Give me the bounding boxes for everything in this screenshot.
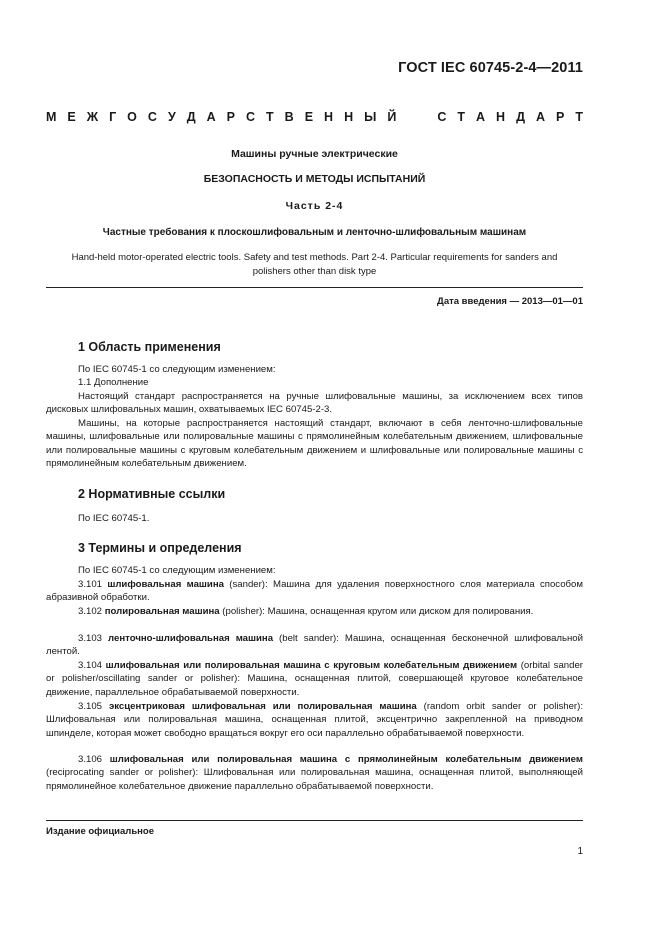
title-part: Часть 2-4 <box>285 200 344 212</box>
heading-gap <box>422 110 426 124</box>
official-edition-label: Издание официальное <box>46 826 154 837</box>
definition-3-101 <box>46 578 583 605</box>
heading-letter: А <box>476 110 486 124</box>
title-line-2: БЕЗОПАСНОСТЬ И МЕТОДЫ ИСПЫТАНИЙ <box>203 173 426 185</box>
heading-letter: С <box>147 110 157 124</box>
section-2-heading: 2 Нормативные ссылки <box>78 487 226 501</box>
document-code: ГОСТ IEC 60745-2-4—2011 <box>398 60 583 76</box>
definition-number: 3.104 <box>78 660 103 671</box>
section-2-paragraph-1: По IEC 60745-1. <box>78 513 150 524</box>
heading-letter: У <box>167 110 176 124</box>
title-divider <box>46 287 583 288</box>
definition-text: (reciprocating sander or polisher): Шлифовальная или полировальная машина, оснащенная плитой, выполняющей прямолинейное колебательное движение параллельно обрабатываемой поверхности. <box>46 767 583 792</box>
heading-letter: Е <box>67 110 76 124</box>
definition-number: 3.102 <box>78 606 103 617</box>
definition-term: шлифовальная или полировальная машина с прямолинейным колебательным движением <box>109 754 583 765</box>
heading-letter: Ж <box>86 110 99 124</box>
definition-text: (polisher): Машина, оснащенная кругом или диском для полирования. <box>219 606 534 617</box>
heading-letter: Д <box>516 110 525 124</box>
definition-3-105 <box>46 700 583 740</box>
heading-letter: Г <box>109 110 117 124</box>
section-1-paragraph-2: 1.1 Дополнение <box>78 377 149 388</box>
definition-text: (belt sander): Машина, оснащенная бесконечной шлифовальной лентой. <box>46 633 583 658</box>
definition-number: 3.101 <box>78 579 103 590</box>
definition-number: 3.103 <box>78 633 103 644</box>
heading-letter: Ы <box>364 110 377 124</box>
page-number: 1 <box>577 846 583 857</box>
section-3-paragraph-1: По IEC 60745-1 со следующим изменением: <box>78 565 276 576</box>
section-1-paragraph-3: Настоящий стандарт распространяется на ручные шлифовальные машины, за исключением всех типов дисковых шлифовальных машин, охватываемых IEC 60745-2-3. <box>46 391 583 416</box>
definition-number: 3.105 <box>78 701 103 712</box>
section-1-paragraph-4: Машины, на которые распространяется настоящий стандарт, включают в себя ленточно-шлифовальные машины, шлифовальные или полировальные машины с прямолинейным колебательным движением, шлифовальные или полировальные машины с круговым колебательным движением и шлифовальные или полировальные машины с прямолинейным колебательным движением. <box>46 418 583 470</box>
title-line-4: Частные требования к плоскошлифовальным и ленточно-шлифовальным машинам <box>102 227 527 238</box>
definition-term: шлифовальная машина <box>107 579 224 590</box>
definition-term: ленточно-шлифовальная машина <box>108 633 274 644</box>
heading-letter: С <box>437 110 447 124</box>
heading-letter: Р <box>556 110 565 124</box>
title-line-1: Машины ручные электрические <box>231 148 398 160</box>
heading-letter: О <box>127 110 137 124</box>
heading-letter: Е <box>304 110 314 124</box>
heading-letter: А <box>535 110 546 124</box>
section-3-heading: 3 Термины и определения <box>78 541 242 555</box>
definition-term: шлифовальная или полировальная машина с круговым колебательным движением <box>105 660 518 671</box>
heading-letter: Т <box>266 110 274 124</box>
english-title: Hand-held motor-operated electric tools. Safety and test methods. Part 2-4. Particular requirements for sanders and polishers other than disk type <box>71 252 558 277</box>
section-1-paragraph-1: По IEC 60745-1 со следующим изменением: <box>78 364 276 375</box>
definition-text: (sander): Машина для удаления поверхностного слоя материала способом абразивной обработки. <box>46 579 583 604</box>
definition-text: (random orbit sander or polisher): Шлифовальная или полировальная машина, оснащенная плитой, эксцентрично закрепленной на приводном шпинделе, которая может свободно вращаться вокруг его оси параллельно обрабатываемой поверхности. <box>46 701 583 739</box>
heading-letter: С <box>246 110 256 124</box>
standard-type-heading <box>46 110 583 124</box>
definition-text: (orbital sander or polisher/oscillating sander or polisher): Машина, оснащенная плитой, совершающей круговое колебательное движение, параллельное обрабатываемой поверхности. <box>46 660 583 698</box>
definition-term: эксцентриковая шлифовальная или полировальная машина <box>108 701 417 712</box>
heading-letter: Т <box>457 110 466 124</box>
heading-letter: М <box>46 110 57 124</box>
section-1-heading: 1 Область применения <box>78 340 221 354</box>
footer-divider <box>46 820 583 821</box>
heading-letter: Н <box>496 110 506 124</box>
heading-letter: Й <box>387 110 397 124</box>
definition-number: 3.106 <box>78 754 103 765</box>
heading-letter: Д <box>186 110 196 124</box>
definition-3-106 <box>46 753 583 793</box>
definition-3-104 <box>46 659 583 699</box>
heading-letter: В <box>284 110 294 124</box>
heading-letter: Н <box>344 110 354 124</box>
definition-term: полировальная машина <box>104 606 220 617</box>
heading-letter: Н <box>324 110 334 124</box>
heading-gap <box>407 110 411 124</box>
definition-3-103 <box>46 632 583 659</box>
heading-letter: Р <box>226 110 235 124</box>
heading-letter: Т <box>575 110 583 124</box>
heading-letter: А <box>206 110 216 124</box>
introduction-date: Дата введения — 2013—01—01 <box>437 296 583 307</box>
definition-3-102 <box>46 605 583 618</box>
